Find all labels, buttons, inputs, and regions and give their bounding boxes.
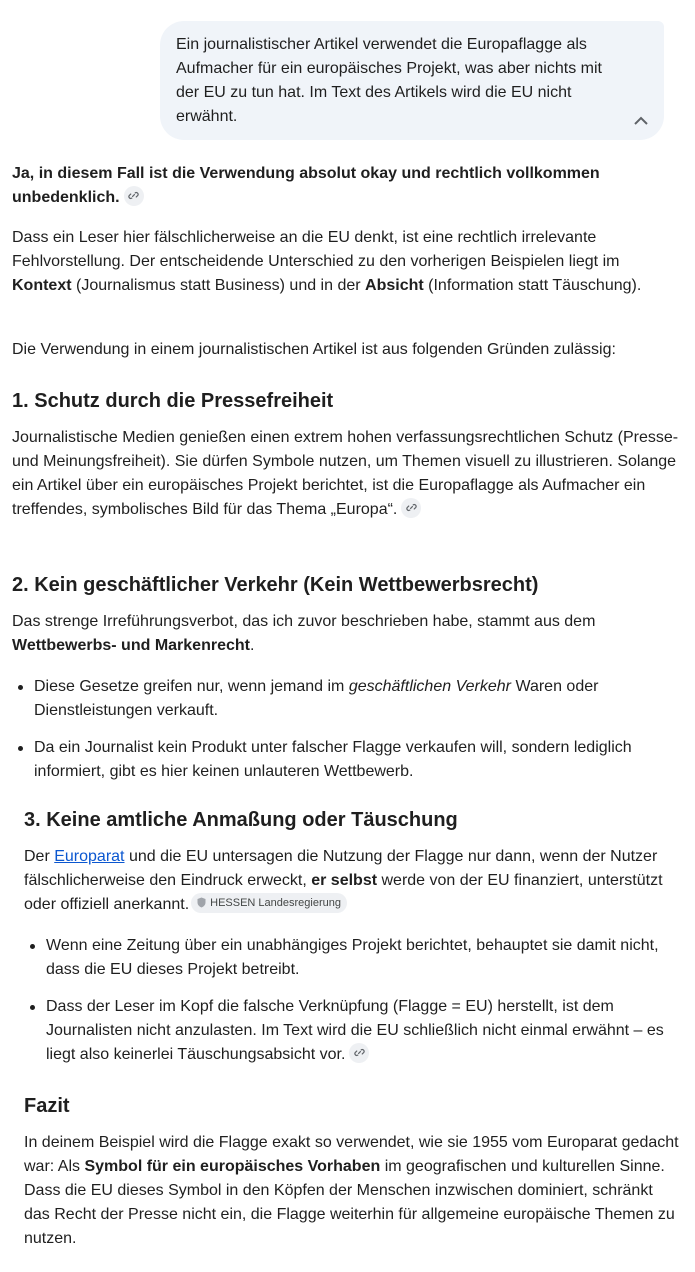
heading: 2. Kein geschäftlicher Verkehr (Kein Wettbewerbsrecht) [12, 574, 539, 596]
text: (Journalismus statt Business) und in der [71, 277, 366, 294]
section-3-heading [24, 806, 682, 834]
bold-text: Absicht [365, 277, 424, 294]
user-message-text: Ein journalistischer Artikel verwendet die Europaflagge als Aufmacher für ein europäisches Projekt, was aber nichts mit der EU zu tun hat. Im Text des Artikels wird die EU nicht erwähnt. [176, 36, 602, 125]
list-item [24, 995, 682, 1067]
list-item: Wenn eine Zeitung über ein unabhängiges Projekt berichtet, behauptet sie damit nicht, dass die EU dieses Projekt betreibt. [24, 934, 682, 982]
section-2-heading [12, 571, 682, 599]
link-icon [406, 502, 417, 513]
bold-text: Wettbewerbs- und Markenrecht [12, 637, 250, 654]
section-1-text [12, 426, 682, 522]
source-label: HESSEN Landesregierung [210, 896, 341, 909]
list-item: Da ein Journalist kein Produkt unter falscher Flagge verkaufen will, sondern lediglich informiert, gibt es hier keinen unlauteren Wettbewerb. [12, 736, 682, 784]
collapse-message-button[interactable] [630, 109, 652, 131]
section-2-list [12, 675, 682, 723]
text: (Information statt Täuschung). [423, 277, 642, 294]
user-message-bubble [160, 21, 664, 140]
link-icon [128, 190, 139, 201]
source-chip[interactable] [191, 893, 347, 913]
text: Journalistische Medien genießen einen extrem hohen verfassungsrechtlichen Schutz (Presse- und Meinungsfreiheit). Sie dürfen Symbole nutzen, um Themen visuell zu illustrieren. Solange ein Artikel über ein europäisches Projekt berichtet, ist die Europaflagge als Aufmacher ein treffendes, symbolisches Bild für das Thema „Europa“. [12, 429, 679, 518]
section-3-list-2 [24, 995, 682, 1067]
text: im geografischen und kulturellen Sinne. Dass die EU dieses Symbol in den Köpfen der Menschen inzwischen dominiert, schränkt das Recht der Presse nicht ein, die Flagge weiterhin für allgemeine europäische Themen zu nutzen. [24, 1158, 675, 1247]
fazit-text [24, 1131, 682, 1251]
text: Dass ein Leser hier fälschlicherweise an die EU denkt, ist eine rechtlich irrelevante Fehlvorstellung. Der entscheidende Unterschied zu den vorherigen Beispielen liegt im [12, 229, 620, 270]
bold-text: Symbol für ein europäisches Vorhaben [84, 1158, 381, 1175]
bold-text: Kontext [12, 277, 72, 294]
text: Die Verwendung in einem journalistischen Artikel ist aus folgenden Gründen zulässig: [12, 341, 616, 358]
section-3-list [24, 934, 682, 982]
text: Diese Gesetze greifen nur, wenn jemand im [34, 678, 349, 695]
response-paragraph-2 [12, 338, 682, 362]
section-1-heading [12, 387, 682, 415]
heading: Fazit [24, 1095, 70, 1117]
section-3-text [24, 845, 682, 917]
chevron-up-icon [634, 116, 648, 125]
text: Der [24, 848, 55, 865]
fazit-heading [24, 1092, 682, 1120]
link-icon [354, 1047, 365, 1058]
section-2-list-2 [12, 736, 682, 784]
europarat-link[interactable]: Europarat [54, 848, 125, 865]
link-chip[interactable] [401, 498, 421, 518]
link-chip[interactable] [349, 1043, 369, 1063]
response-paragraph-1 [12, 226, 682, 298]
response-intro [12, 162, 682, 210]
text: Waren oder Dienstleistungen verkauft. [34, 678, 599, 719]
intro-bold: Ja, in diesem Fall ist die Verwendung absolut okay und rechtlich vollkommen unbedenklich. [12, 165, 600, 206]
link-chip[interactable] [124, 186, 144, 206]
heading: 1. Schutz durch die Pressefreiheit [12, 390, 334, 412]
text: . [249, 637, 255, 654]
italic-text: geschäftlichen Verkehr [348, 678, 511, 695]
heading: 3. Keine amtliche Anmaßung oder Täuschung [24, 809, 458, 831]
bold-text: er selbst [311, 872, 378, 889]
text: Dass der Leser im Kopf die falsche Verknüpfung (Flagge = EU) herstellt, ist dem Journalisten nicht anzulasten. Im Text wird die EU schließlich nicht einmal erwähnt – es liegt also keinerlei Täuschungsabsicht vor. [46, 998, 664, 1063]
text: und die EU untersagen die Nutzung der Flagge nur dann, wenn der Nutzer fälschlicherweise den Eindruck erweckt, [24, 848, 658, 889]
text: In deinem Beispiel wird die Flagge exakt so verwendet, wie sie 1955 vom Europarat gedacht war: Als [24, 1134, 679, 1175]
text: Das strenge Irreführungsverbot, das ich zuvor beschrieben habe, stammt aus dem [12, 613, 596, 630]
shield-icon [197, 897, 206, 908]
text: werde von der EU finanziert, unterstützt oder offiziell anerkannt. [24, 872, 663, 913]
section-2-text [12, 610, 682, 658]
list-item [12, 675, 682, 723]
